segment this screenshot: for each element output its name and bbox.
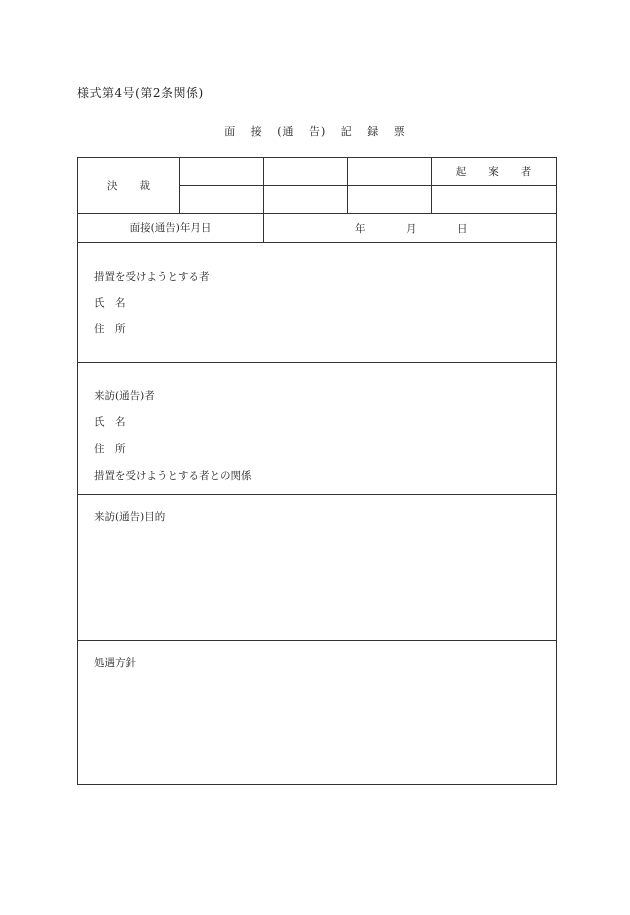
purpose-heading: 来訪(通告)目的 xyxy=(94,511,166,523)
approval-stamp-box[interactable] xyxy=(347,185,431,213)
subject-address-label: 住 所 xyxy=(94,323,126,335)
approval-stamp-box[interactable] xyxy=(263,158,347,185)
title-char: 票 xyxy=(393,125,406,138)
approval-stamp-box[interactable] xyxy=(179,158,263,185)
approval-stamp-box[interactable] xyxy=(263,185,347,213)
drafter-stamp-box[interactable] xyxy=(431,185,556,213)
policy-heading: 処遇方針 xyxy=(94,657,136,669)
year-unit: 年 xyxy=(355,223,366,235)
title-char: 面 xyxy=(224,125,237,138)
interview-date-label: 面接(通告)年月日 xyxy=(129,222,212,234)
subject-name-label: 氏 名 xyxy=(94,297,126,309)
visitor-address-label: 住 所 xyxy=(94,443,126,455)
form-number: 様式第4号(第2条関係) xyxy=(77,86,204,100)
month-unit: 月 xyxy=(406,223,417,235)
subject-section[interactable] xyxy=(78,242,556,362)
visitor-section[interactable] xyxy=(78,362,556,494)
decision-label-char: 裁 xyxy=(139,180,150,192)
drafter-label-char: 案 xyxy=(488,166,499,178)
visitor-name-label: 氏 名 xyxy=(94,416,126,428)
title-char: 録 xyxy=(367,125,380,138)
title-char: (通 xyxy=(277,125,295,138)
title-char: 告) xyxy=(309,125,327,138)
title-char: 記 xyxy=(340,125,353,138)
visitor-relation-label: 措置を受けようとする者との関係 xyxy=(94,470,252,482)
purpose-section[interactable] xyxy=(78,494,556,640)
day-unit: 日 xyxy=(457,223,468,235)
drafter-label-char: 起 xyxy=(455,166,467,178)
decision-label-char: 決 xyxy=(107,180,118,192)
policy-section[interactable] xyxy=(78,640,556,784)
visitor-heading: 来訪(通告)者 xyxy=(94,390,155,402)
title-char: 接 xyxy=(250,125,263,138)
record-form-table xyxy=(77,157,557,785)
decision-label xyxy=(78,158,179,213)
drafter-label-char: 者 xyxy=(520,166,532,178)
drafter-label xyxy=(431,158,556,185)
approval-stamp-box[interactable] xyxy=(347,158,431,185)
approval-stamp-box[interactable] xyxy=(179,185,263,213)
subject-heading: 措置を受けようとする者 xyxy=(94,271,210,283)
form-title xyxy=(0,123,630,139)
interview-date-field[interactable] xyxy=(263,213,556,242)
